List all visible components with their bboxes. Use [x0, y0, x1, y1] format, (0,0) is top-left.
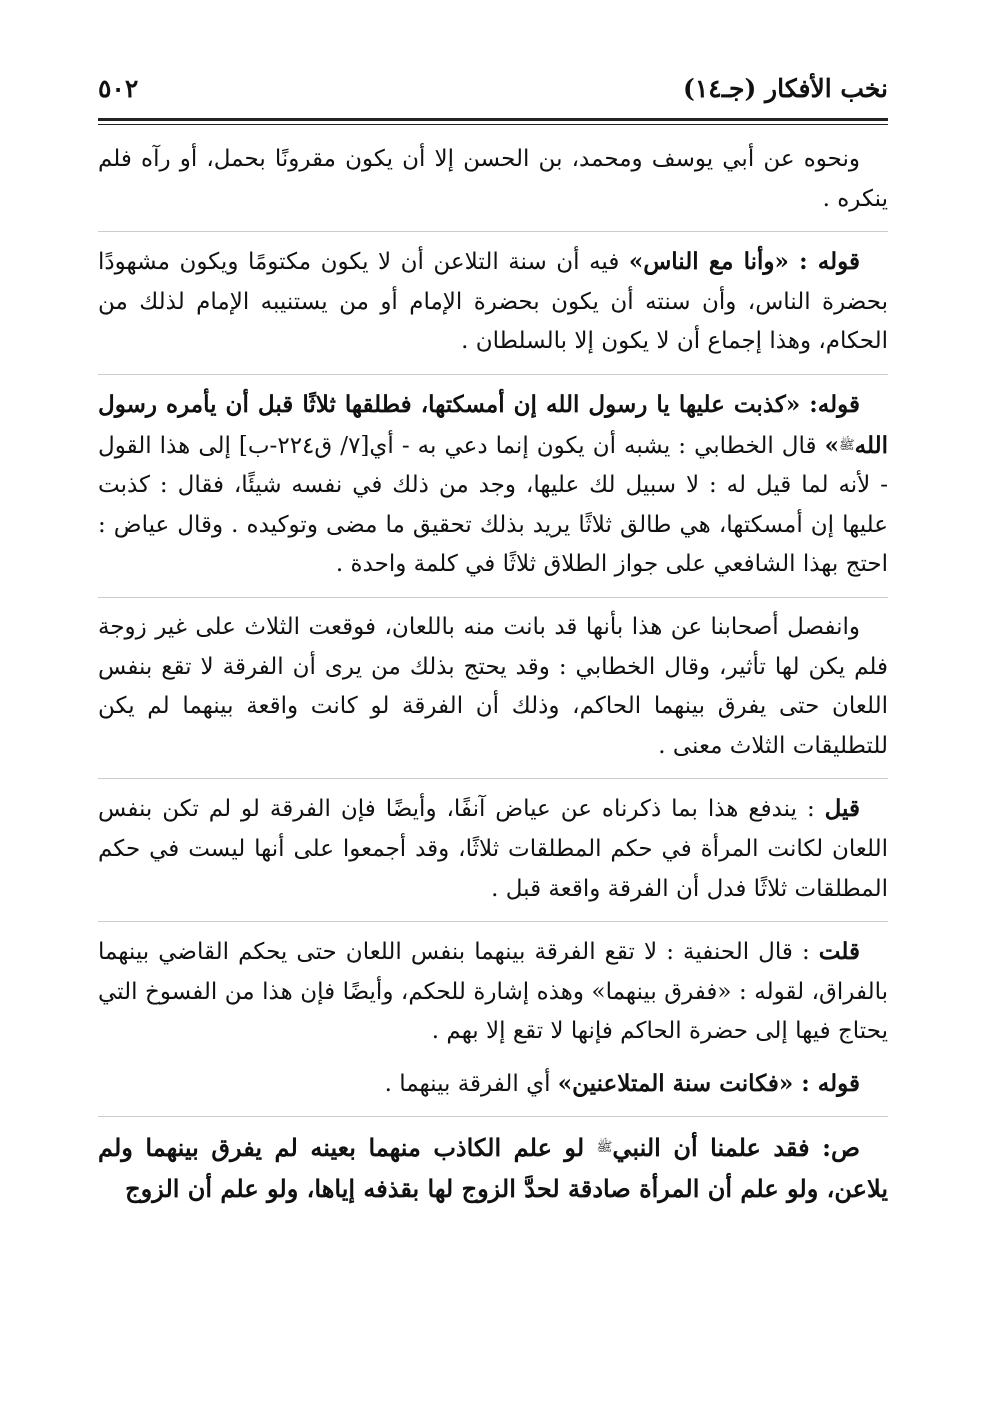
- paragraph-2-lead: قوله : «وأنا مع الناس»: [628, 248, 861, 276]
- paragraph-2: [98, 231, 888, 362]
- header-rule-thin: [98, 124, 888, 125]
- paragraph-8: [98, 1116, 888, 1209]
- paragraph-3-lead-text: قوله: «كذبت عليها يا رسول الله إن أمسكتها، فطلقها ثلاثًا قبل أن يأمره رسول الله: [98, 390, 889, 459]
- paragraph-3-lead-end: »: [824, 431, 839, 459]
- page-number: ٥٠٢: [98, 74, 139, 103]
- paragraph-4: وانفصل أصحابنا عن هذا بأنها قد بانت منه باللعان، فوقعت الثلاث على غير زوجة فلم يكن لها تأثير، وقال الخطابي : وقد يحتج بذلك من يرى أن الفرقة لا تقع بنفس اللعان حتى يفرق بينهما الحاكم، وذلك أن الفرقة لو كانت واقعة بينهما لم يكن للتطليقات الثلاث معنى .: [98, 597, 888, 766]
- page-body: [98, 140, 888, 1221]
- paragraph-7: [98, 1064, 888, 1105]
- header-rule-thick: [98, 118, 888, 121]
- running-title: نخب الأفكار (جـ١٤): [682, 74, 888, 103]
- paragraph-6-text: : قال الحنفية : لا تقع الفرقة بينهما بنفس اللعان حتى يحكم القاضي بينهما بالفراق، لقوله : «ففرق بينهما» وهذه إشارة للحكم، وأيضًا فإن هذا من الفسوخ التي يحتاج فيها إلى حضرة الحاكم فإنها لا تقع إلا بهم .: [98, 939, 888, 1045]
- paragraph-3-text: قال الخطابي : يشبه أن يكون إنما دعي به - أي[٧/ ق٢٢٤-ب] إلى هذا القول - لأنه لما قيل له : لا سبيل لك عليها، وجد من ذلك في نفسه شيئًا، فقال : كذبت عليها إن أمسكتها، هي طالق ثلاثًا يريد بذلك تحقيق ما مضى وتوكيده . وقال عياض : احتج بهذا الشافعي على جواز الطلاق ثلاثًا في كلمة واحدة .: [98, 432, 888, 578]
- paragraph-5: [98, 778, 888, 909]
- paragraph-5-text: : يندفع هذا بما ذكرناه عن عياض آنفًا، وأيضًا فإن الفرقة لو لم تكن بنفس اللعان لكانت المرأة في حكم المطلقات ثلاثًا، وقد أجمعوا على أنها ليست في حكم المطلقات ثلاثًا فدل أن الفرقة واقعة قبل .: [98, 796, 888, 902]
- paragraph-7-text: أي الفرقة بينهما .: [384, 1070, 558, 1097]
- paragraph-3: [98, 374, 888, 585]
- paragraph-5-lead: قيل: [824, 795, 860, 823]
- honorific-mark: ﷺ: [838, 437, 855, 453]
- paragraph-2-text: فيه أن سنة التلاعن أن لا يكون مكتومًا ويكون مشهودًا بحضرة الناس، وأن سنته أن يكون بحضرة الإمام أو من يستنيبه الإمام لذلك من الحكام، وهذا إجماع أن لا يكون إلا بالسلطان .: [98, 249, 888, 355]
- page-header: [98, 62, 888, 118]
- paragraph-6-lead: قلت: [818, 938, 860, 966]
- honorific-mark-2: ﷺ: [596, 1140, 613, 1156]
- paragraph-7-lead: قوله : «فكانت سنة المتلاعنين»: [557, 1069, 860, 1097]
- paragraph-8-b: لو علم الكاذب منهما بعينه لم يفرق بينهما ولم يلاعن، ولو علم أن المرأة صادقة لحدَّ الزوج لها بقذفه إياها، ولو علم أن الزوج: [98, 1133, 888, 1204]
- paragraph-6: [98, 921, 888, 1052]
- paragraph-8-a: ص: فقد علمنا أن النبي: [612, 1133, 860, 1163]
- paragraph-1: ونحوه عن أبي يوسف ومحمد، بن الحسن إلا أن يكون مقرونًا بحمل، أو رآه فلم ينكره .: [98, 146, 888, 212]
